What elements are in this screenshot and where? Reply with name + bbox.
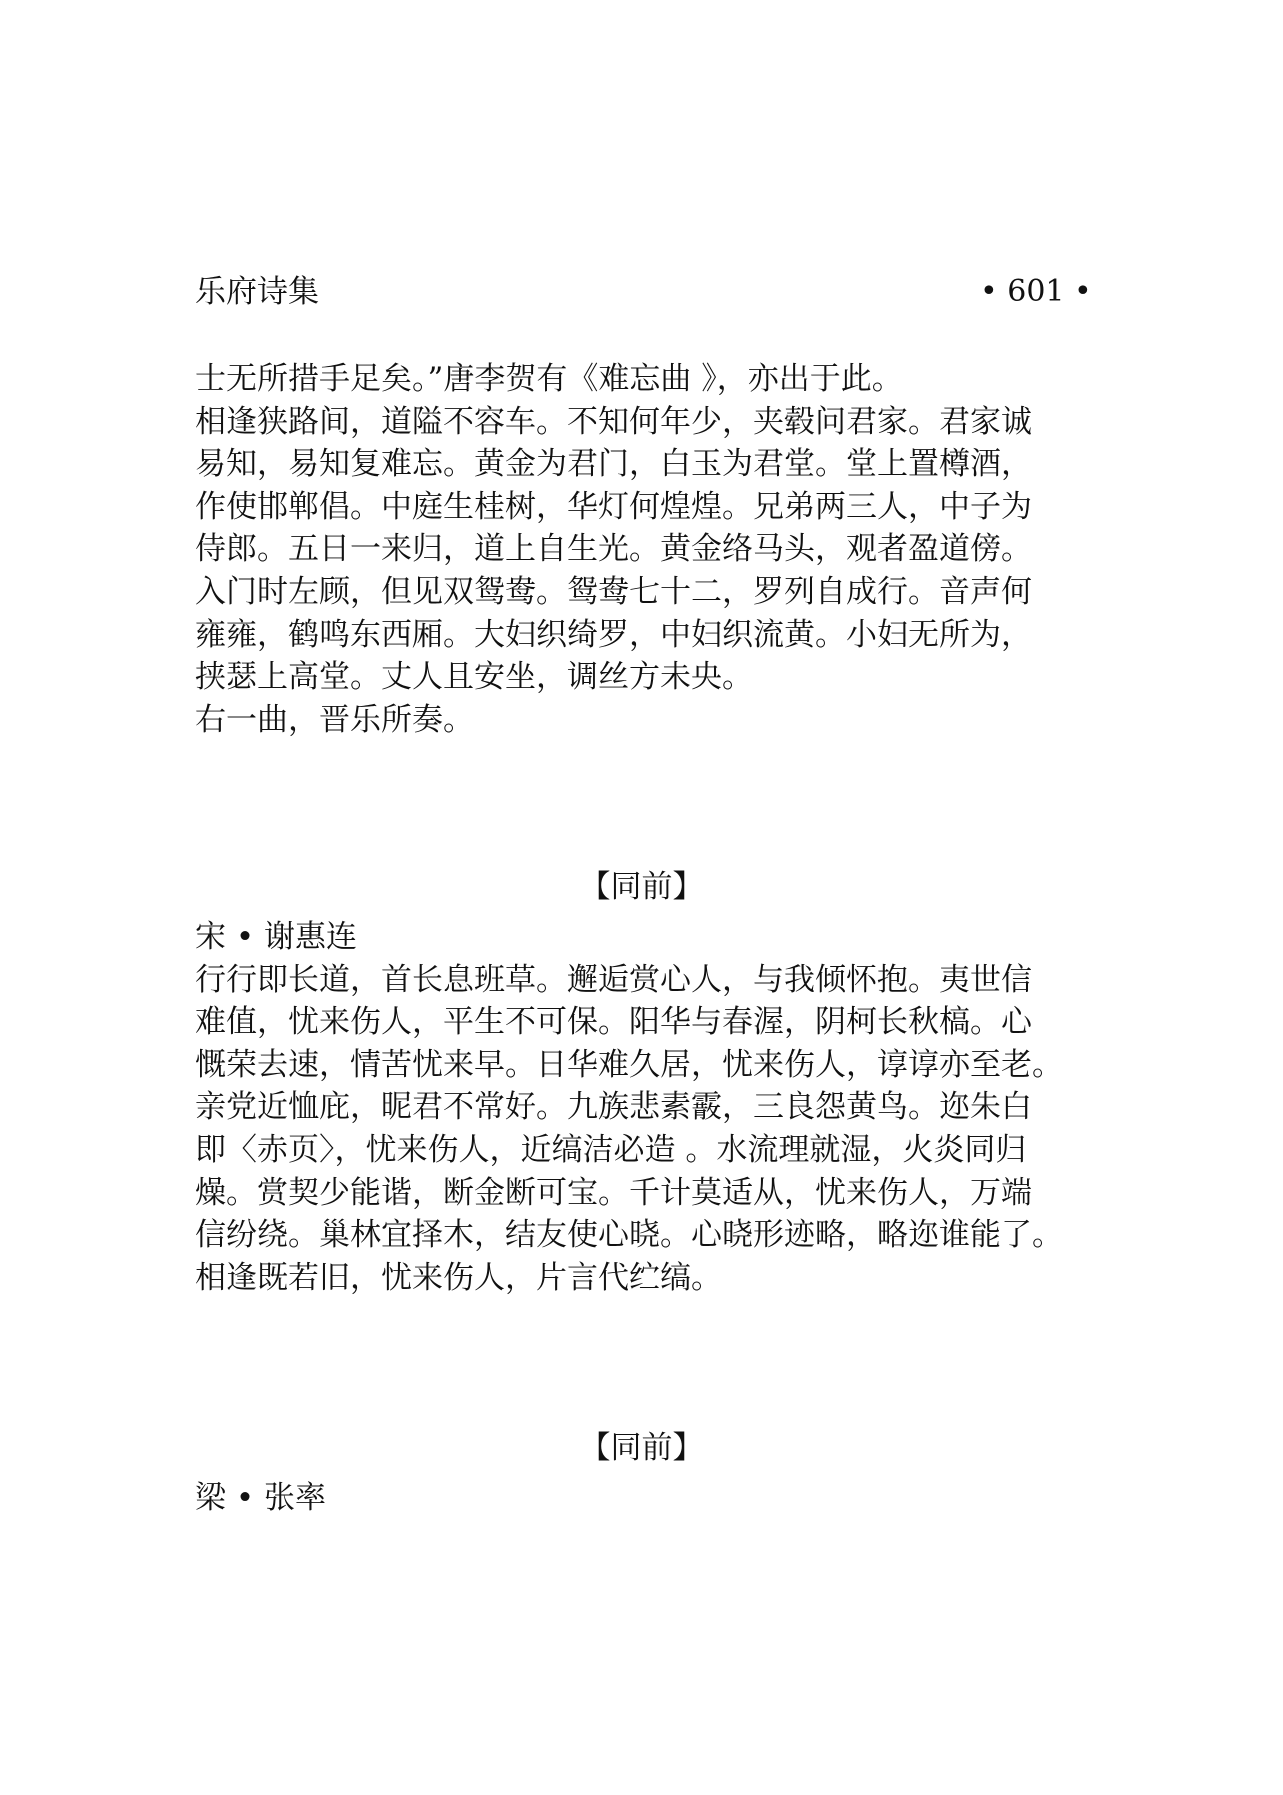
text-line: 相逢既若旧，忧来伤人，片言代纻缟。 bbox=[195, 1259, 722, 1296]
author-line: 梁 • 张率 bbox=[195, 1480, 326, 1516]
text-line: 燥。赏契少能谐，断金断可宝。千计莫适从，忧来伤人，万端 bbox=[195, 1174, 1032, 1211]
text-line: 入门时左顾，但见双鸳鸯。鸳鸯七十二，罗列自成行。音声何 bbox=[195, 573, 1032, 610]
section-3-text bbox=[195, 1477, 1125, 1520]
text-line: 士无所措手足矣。”唐李贺有《难忘曲 》，亦出于此。 bbox=[195, 361, 903, 397]
text-line: 右一曲，晋乐所奏。 bbox=[195, 701, 474, 738]
text-line: 行行即长道，首长息班草。邂逅赏心人，与我倾怀抱。夷世信 bbox=[195, 961, 1032, 998]
text-line: 信纷绕。巢林宜择木，结友使心晓。心晓形迹略，略迩谁能了。 bbox=[195, 1217, 1063, 1254]
text-line: 挟瑟上高堂。丈人且安坐，调丝方未央。 bbox=[195, 659, 753, 696]
running-header-title: 乐府诗集 bbox=[195, 274, 319, 310]
text-line: 相逢狭路间，道隘不容车。不知何年少，夹毂问君家。君家诚 bbox=[195, 403, 1032, 440]
text-line: 慨荣去速，情苦忧来早。日华难久居，忧来伤人，谆谆亦至老。 bbox=[195, 1046, 1063, 1083]
page-number: • 601 • bbox=[980, 274, 1092, 309]
section-2-heading: 【同前】 bbox=[579, 869, 704, 905]
author-line: 宋 • 谢惠连 bbox=[195, 919, 357, 955]
text-line: 即〈赤页〉，忧来伤人，近缟洁必造 。水流理就湿，火炎同归 bbox=[195, 1131, 1027, 1168]
text-line: 亲党近恤庇，昵君不常好。九族悲素霰，三良怨黄鸟。迩朱白 bbox=[195, 1089, 1032, 1126]
section-1-text bbox=[195, 358, 1125, 741]
text-line: 作使邯郸倡。中庭生桂树，华灯何煌煌。兄弟两三人，中子为 bbox=[195, 488, 1032, 525]
section-2-text bbox=[195, 916, 1125, 1299]
section-3-heading: 【同前】 bbox=[579, 1430, 704, 1466]
text-line: 雍雍，鹤鸣东西厢。大妇织绮罗，中妇织流黄。小妇无所为， bbox=[195, 616, 1032, 653]
text-line: 侍郎。五日一来归，道上自生光。黄金络马头，观者盈道傍。 bbox=[195, 531, 1032, 568]
text-line: 易知，易知复难忘。黄金为君门，白玉为君堂。堂上置樽酒， bbox=[195, 446, 1032, 483]
text-line: 难值，忧来伤人，平生不可保。阳华与春渥，阴柯长秋槁。心 bbox=[195, 1004, 1032, 1041]
